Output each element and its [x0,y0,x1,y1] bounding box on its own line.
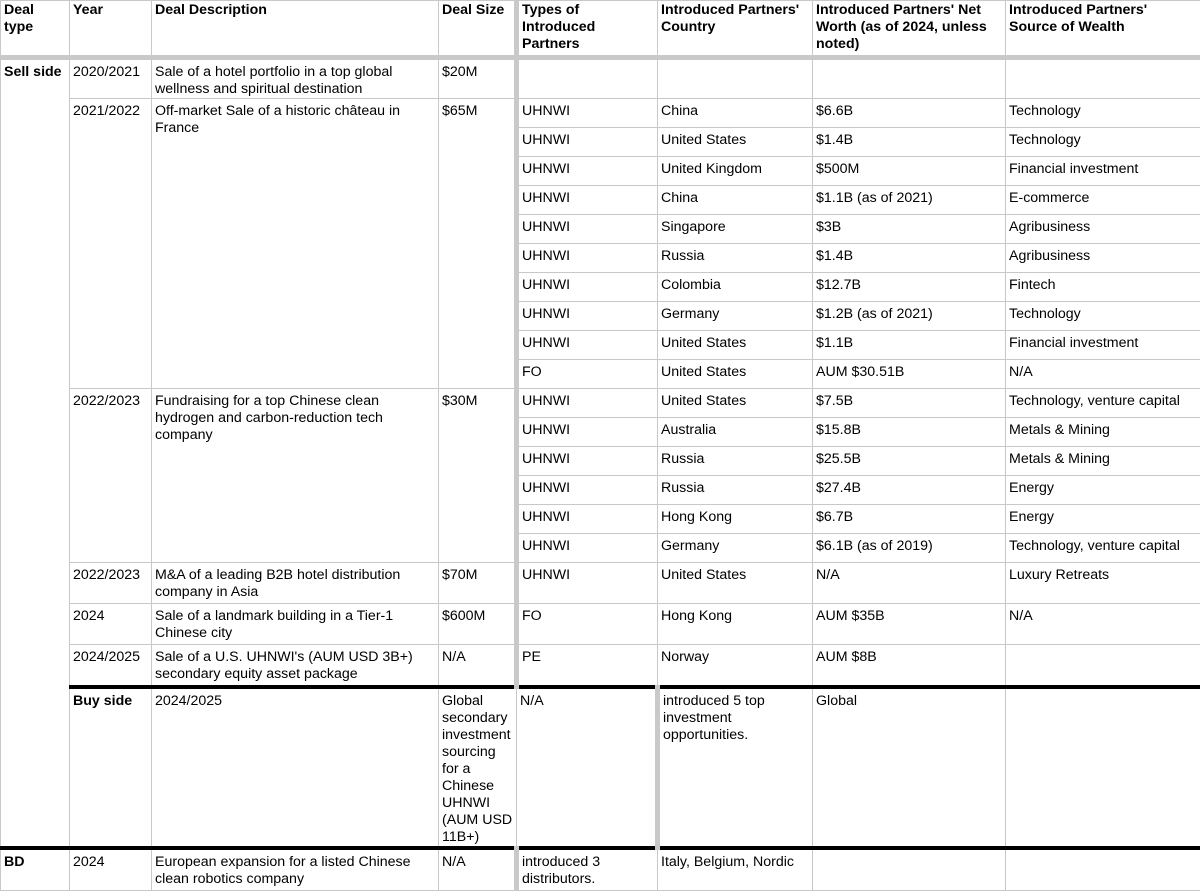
partner-wealth-source [1006,848,1200,891]
deal-year: 2024 [70,604,152,645]
partner-country [658,58,813,99]
partner-type: UHNWI [517,331,658,360]
partner-country: China [658,99,813,128]
partner-type: UHNWI [517,273,658,302]
partner-net-worth: $7.5B [813,389,1006,418]
partner-net-worth: $1.1B [813,331,1006,360]
table-row [1,58,1200,99]
deal-year: 2024/2025 [152,687,439,848]
partner-wealth-source: E-commerce [1006,186,1200,215]
partner-net-worth: $1.1B (as of 2021) [813,186,1006,215]
partner-type: UHNWI [517,418,658,447]
partner-wealth-source: Technology [1006,99,1200,128]
partner-country: Russia [658,447,813,476]
partner-net-worth: $1.2B (as of 2021) [813,302,1006,331]
partner-wealth-source: Energy [1006,476,1200,505]
deal-year: 2022/2023 [70,389,152,563]
partner-country: Australia [658,418,813,447]
partner-type: UHNWI [517,99,658,128]
table-row [1,99,1200,128]
partner-country: Hong Kong [658,604,813,645]
partner-type: UHNWI [517,476,658,505]
header-partner-types: Types of Introduced Partners [517,1,658,58]
partner-type [517,58,658,99]
partner-type: UHNWI [517,505,658,534]
partner-type: UHNWI [517,563,658,604]
header-net-worth: Introduced Partners' Net Worth (as of 2024, unless noted) [813,1,1006,58]
deal-year: 2022/2023 [70,563,152,604]
partner-type: UHNWI [517,157,658,186]
table-row [1,604,1200,645]
partner-net-worth: $25.5B [813,447,1006,476]
header-wealth-source: Introduced Partners' Source of Wealth [1006,1,1200,58]
partner-type: UHNWI [517,186,658,215]
partner-wealth-source [1006,58,1200,99]
partner-net-worth [1006,687,1200,848]
partner-wealth-source: Financial investment [1006,157,1200,186]
partner-net-worth [813,58,1006,99]
header-country: Introduced Partners' Country [658,1,813,58]
deal-year: 2024/2025 [70,645,152,688]
deal-description: Fundraising for a top Chinese clean hydrogen and carbon-reduction tech company [152,389,439,563]
table-row [1,563,1200,604]
partner-type: UHNWI [517,215,658,244]
partner-country: United States [658,360,813,389]
partner-type: UHNWI [517,302,658,331]
partner-country: United Kingdom [658,157,813,186]
partner-net-worth: N/A [813,563,1006,604]
partner-wealth-source: Agribusiness [1006,215,1200,244]
partner-wealth-source: Technology, venture capital [1006,389,1200,418]
partner-type: UHNWI [517,534,658,563]
deal-size: $600M [439,604,517,645]
partner-net-worth: $6.1B (as of 2019) [813,534,1006,563]
deal-description: European expansion for a listed Chinese clean robotics company [152,848,439,891]
deal-type-bd: BD [1,848,70,891]
partner-wealth-source: Fintech [1006,273,1200,302]
partner-country: United States [658,331,813,360]
partner-net-worth: $1.4B [813,244,1006,273]
header-description: Deal Description [152,1,439,58]
deal-description: M&A of a leading B2B hotel distribution company in Asia [152,563,439,604]
partner-net-worth: $15.8B [813,418,1006,447]
partner-net-worth: AUM $30.51B [813,360,1006,389]
partner-type: FO [517,604,658,645]
partner-country: Norway [658,645,813,688]
deal-year: 2021/2022 [70,99,152,389]
partner-country: Colombia [658,273,813,302]
table-row [1,389,1200,418]
partner-net-worth: AUM $35B [813,604,1006,645]
deal-size: $65M [439,99,517,389]
deal-description: Off-market Sale of a historic château in France [152,99,439,389]
partner-wealth-source: Technology [1006,302,1200,331]
header-row [1,1,1200,58]
partner-country: Russia [658,244,813,273]
partner-net-worth: $500M [813,157,1006,186]
deal-type-buy: Buy side [70,687,152,848]
partner-country: Russia [658,476,813,505]
partner-type: UHNWI [517,128,658,157]
header-year: Year [70,1,152,58]
deal-type-sell: Sell side [1,58,70,849]
partner-net-worth: $1.4B [813,128,1006,157]
table-row [1,645,1200,688]
table-row [1,848,1200,891]
partner-wealth-source: Agribusiness [1006,244,1200,273]
partner-country: Hong Kong [658,505,813,534]
partner-wealth-source [1006,645,1200,688]
partner-country: United States [658,563,813,604]
deal-year: 2020/2021 [70,58,152,99]
partner-country: Italy, Belgium, Nordic [658,848,813,891]
partner-wealth-source: Luxury Retreats [1006,563,1200,604]
partner-net-worth [813,848,1006,891]
partner-net-worth: AUM $8B [813,645,1006,688]
table-row [1,687,1200,848]
partner-net-worth: $6.6B [813,99,1006,128]
partner-wealth-source: Technology [1006,128,1200,157]
partner-wealth-source: Financial investment [1006,331,1200,360]
deal-year: 2024 [70,848,152,891]
deal-size: N/A [439,645,517,688]
deal-size: N/A [517,687,658,848]
partner-wealth-source: N/A [1006,360,1200,389]
partner-country: United States [658,389,813,418]
partner-country: Singapore [658,215,813,244]
partner-net-worth: $27.4B [813,476,1006,505]
partner-net-worth: $12.7B [813,273,1006,302]
partner-country: Germany [658,302,813,331]
partner-wealth-source: N/A [1006,604,1200,645]
deal-description: Sale of a landmark building in a Tier-1 Chinese city [152,604,439,645]
header-deal-size: Deal Size [439,1,517,58]
partner-net-worth: $6.7B [813,505,1006,534]
partner-type: PE [517,645,658,688]
deal-size: N/A [439,848,517,891]
partner-country: Global [813,687,1006,848]
partner-type: FO [517,360,658,389]
partner-type: UHNWI [517,244,658,273]
deal-description: Sale of a U.S. UHNWI's (AUM USD 3B+) secondary equity asset package [152,645,439,688]
partner-wealth-source: Metals & Mining [1006,418,1200,447]
partner-wealth-source: Energy [1006,505,1200,534]
deal-description: Sale of a hotel portfolio in a top global wellness and spiritual destination [152,58,439,99]
deal-size: $70M [439,563,517,604]
partner-country: China [658,186,813,215]
deal-size: $30M [439,389,517,563]
deal-size: $20M [439,58,517,99]
partner-country: Germany [658,534,813,563]
partner-net-worth: $3B [813,215,1006,244]
partner-wealth-source: Technology, venture capital [1006,534,1200,563]
partner-type: introduced 3 distributors. [517,848,658,891]
partner-type: UHNWI [517,389,658,418]
partner-country: United States [658,128,813,157]
partner-type: UHNWI [517,447,658,476]
header-deal-type: Deal type [1,1,70,58]
partner-type: introduced 5 top investment opportunities. [658,687,813,848]
partner-wealth-source: Metals & Mining [1006,447,1200,476]
deal-description: Global secondary investment sourcing for a Chinese UHNWI (AUM USD 11B+) [439,687,517,848]
